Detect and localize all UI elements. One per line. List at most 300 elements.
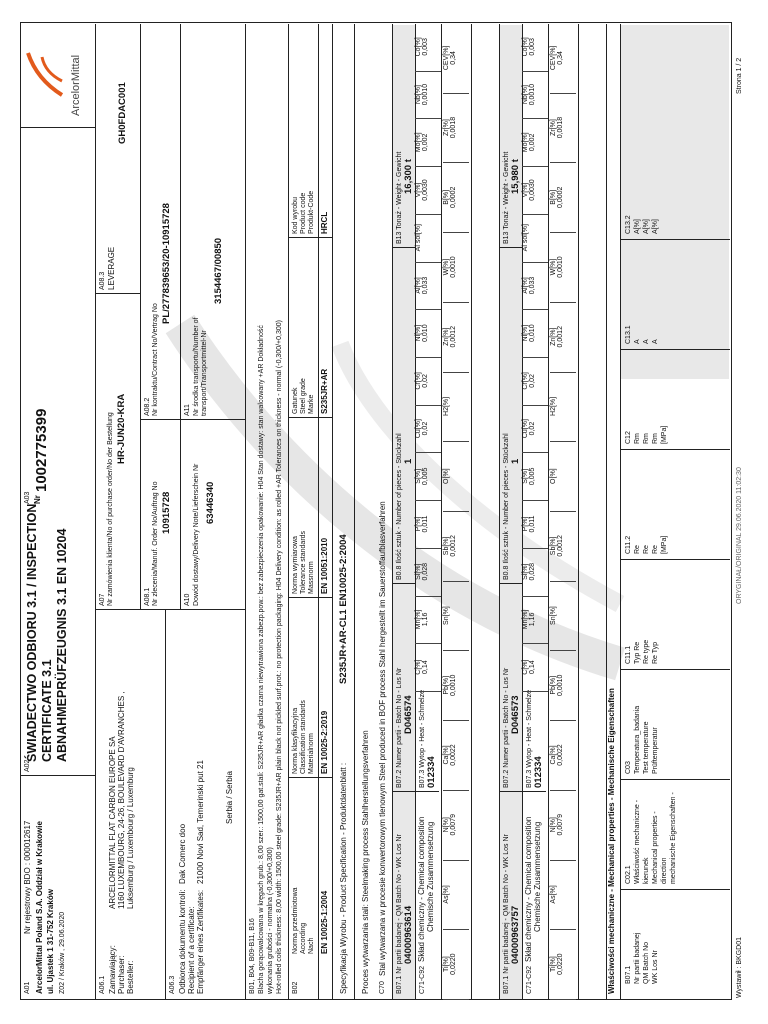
chem-value: 0,0010 xyxy=(450,256,458,278)
mech-b071-line: QM Batch No xyxy=(643,941,650,984)
chem-value: 0,028 xyxy=(422,562,430,581)
chem-cell xyxy=(550,302,576,373)
chem-value: 0,34 xyxy=(557,51,565,65)
mech-c03-line: Test temperature xyxy=(643,721,650,774)
chem-element: Co[%] xyxy=(522,37,529,57)
chem-element: Cu[%] xyxy=(415,419,422,439)
chem-element: Nb[%] xyxy=(522,85,529,105)
chem-cell xyxy=(415,71,441,120)
chem-element: Ti[%] xyxy=(550,956,557,972)
purchaser-address: 1160 LUXEMBOURG, 24-26, BOULEVARD D'AVRANCHES , xyxy=(117,691,126,909)
batch-no: D046573 xyxy=(510,695,521,734)
chem-element: Zr[%] xyxy=(550,119,557,136)
recipient-label-de: Empfänger eines Zertifikates: xyxy=(196,889,205,994)
chem-value: 0,0018 xyxy=(450,116,458,139)
a082-label: Nr kontraktu/Contract No/Vertrag No xyxy=(152,303,159,416)
chem-cell xyxy=(550,511,576,582)
purchaser-label-pl: Zamawiający: xyxy=(108,945,117,994)
std-header-5-en: Product code xyxy=(300,192,307,234)
qm-batch-no: 04000963614 xyxy=(403,905,414,964)
chem-cell xyxy=(522,166,548,215)
place-date: Z02 / Kraków , 29.06.2020 xyxy=(59,911,66,994)
chem-cell xyxy=(550,720,576,791)
chem-value: 0,02 xyxy=(529,374,537,388)
chem-element: S[%] xyxy=(522,468,529,484)
b02-code: B02 xyxy=(292,981,299,994)
chem-element: C[%] xyxy=(522,659,529,675)
chem-element: Ni[%] xyxy=(415,324,422,342)
chem-value: 0,0010 xyxy=(450,674,458,697)
chem-cell xyxy=(550,650,576,721)
a063-code: A06.3 xyxy=(169,975,176,994)
chem-value: 0,14 xyxy=(422,660,430,674)
purchaser-label-de: Besteller: xyxy=(126,960,135,994)
chem-value: 0,028 xyxy=(529,562,537,581)
chem-cell xyxy=(443,93,469,164)
chem-cell xyxy=(415,118,441,167)
mech-c12-line: C12 xyxy=(625,431,632,444)
chem-cell xyxy=(522,357,548,406)
mech-c111-line: C11.1 xyxy=(625,645,632,664)
std-value-5: HRCL xyxy=(320,211,329,234)
chem-cell xyxy=(415,405,441,454)
chem-element: Cu[%] xyxy=(522,419,529,439)
chem-element: Al sol[%] xyxy=(522,224,529,252)
chem-element: H2[%] xyxy=(443,396,450,416)
std-value-4: S235JR+AR xyxy=(320,368,329,414)
chem-value: 0,0010 xyxy=(557,674,565,697)
chem-element: Cr[%] xyxy=(522,372,529,390)
chem-value: 0,02 xyxy=(529,421,537,436)
std-header-4-en: Steel grade xyxy=(300,378,307,414)
mech-c132-line: A[%] xyxy=(652,219,659,234)
std-header-3-pl: Norma wymiarowa xyxy=(292,536,299,594)
a11-label-2: transport/Transportmittel-Nr xyxy=(201,330,208,416)
mech-c112-line: Re xyxy=(643,545,650,554)
mech-c12-line: Rm xyxy=(643,433,650,444)
leverage-value: GH0FDAC001 xyxy=(117,82,128,144)
a081-label: Nr zlecenia/Manuf. Order No/Auftrag No xyxy=(152,481,159,606)
chem-cell xyxy=(550,581,576,652)
chem-value: 0,02 xyxy=(422,421,430,436)
mech-c111-line: Re type xyxy=(643,639,650,664)
batch-no: D046574 xyxy=(403,695,414,734)
chem-cell xyxy=(415,262,441,311)
std-header-4-de: Marke xyxy=(308,394,315,414)
page-number: Strona 1 / 2 xyxy=(736,57,743,94)
chem-element: Al[%] xyxy=(522,277,529,294)
process-line-2: Stal wytwarzana w procesie konwertorowym tlenowym Steel produced in BOF process Stahl hergestellt im Sauerstoffaufblasverfahren xyxy=(378,501,387,976)
chem-element: W[%] xyxy=(550,258,557,276)
recipient-country: Serbia / Serbia xyxy=(225,771,234,824)
qm-batch-no: 04000963757 xyxy=(510,905,521,964)
qm-batch-label: B07.1 Nr partii badanej - QM Batch No - WK Los Nr xyxy=(396,834,403,994)
chem-value: 0,002 xyxy=(529,133,537,152)
weight-label: B13 Tonaż - Weight - Gewicht xyxy=(396,151,403,244)
mech-c021-line: kierunek xyxy=(643,857,650,884)
chem-label-1: Skład chemiczny - Chemical composition xyxy=(524,816,533,962)
chem-element: S[%] xyxy=(415,468,422,484)
recipient-label-en: Recipient of a certificate: xyxy=(187,906,196,994)
recipient-address: 21000 Novi Sad, Temerinski put 21 xyxy=(196,760,205,884)
chem-cell xyxy=(443,232,469,303)
a11-code: A11 xyxy=(184,404,191,416)
chem-cell xyxy=(522,405,548,454)
chem-value: 0,033 xyxy=(529,276,537,295)
heat-label: B07.3 Wytop - Heat - Schmelze xyxy=(419,690,426,788)
contract-no: PL/277839653/20-10915728 xyxy=(161,203,172,324)
chem-cell xyxy=(550,93,576,164)
chem-element: CEV[%] xyxy=(550,45,557,71)
mech-c132-line: A[%] xyxy=(634,219,641,234)
chem-value: 0,002 xyxy=(422,133,430,152)
chem-value: 0,0012 xyxy=(557,326,565,348)
chem-cell xyxy=(443,511,469,582)
issued-by: Wystawił : BKGD01 xyxy=(736,936,743,998)
spec-value: S235JR+AR-CL1 EN10025-2:2004 xyxy=(338,534,349,684)
std-header-5-de: Produkt-Code xyxy=(308,190,315,234)
chem-value: 0,0012 xyxy=(557,535,565,557)
chem-element: Pb[%] xyxy=(443,675,450,695)
chem-value: 0,0012 xyxy=(450,326,458,348)
chem-value: 0,0030 xyxy=(529,179,537,201)
original-stamp: ORYGINAŁ/ORIGINAL 29.06.2020 11:02:30 xyxy=(736,467,743,604)
mech-b071-line: Nr partii badanej xyxy=(634,932,641,984)
chem-element: O[%] xyxy=(443,468,450,484)
description-line-2: wykonania grubości - normalna (-0,300/+0,300) xyxy=(267,847,274,994)
chem-element: N[%] xyxy=(550,817,557,833)
chem-value: 0,0030 xyxy=(422,179,430,201)
nr-label: Nr xyxy=(33,495,42,504)
chem-cell xyxy=(415,452,441,501)
a10-code: A10 xyxy=(184,593,191,606)
chem-cell xyxy=(522,214,548,263)
std-header-2-pl: Norma klasyfikacyjna xyxy=(292,707,299,774)
chem-element: B[%] xyxy=(443,189,450,205)
company-name: ArcelorMittal Poland S.A. Oddział w Krakowie xyxy=(35,821,44,994)
pieces-label: B0.8 Ilość sztuk - Number of pieces - Stückzahl xyxy=(503,433,510,580)
chem-cell xyxy=(443,860,469,931)
chem-value: 0,005 xyxy=(529,467,537,486)
chem-element: Ca[%] xyxy=(443,745,450,765)
std-header-3-de: Massnorm xyxy=(308,561,315,594)
mech-c132-line: C13.2 xyxy=(625,215,632,234)
company-address: ul. Ujastek 1 31-752 Kraków xyxy=(46,889,55,994)
std-header-1-pl: Norma przedmiotowa xyxy=(292,887,299,954)
pieces-count: 1 xyxy=(510,458,521,464)
chem-cell xyxy=(443,162,469,233)
chem-value: 0,34 xyxy=(450,51,458,65)
leverage-label: LEVERAGE xyxy=(107,246,116,290)
chem-cell xyxy=(443,23,469,94)
chem-cell xyxy=(443,441,469,512)
chem-element: As[%] xyxy=(443,885,450,904)
a10-label: Dowód dostawy/Delivery Note/Lieferschein Nr xyxy=(193,463,200,606)
std-header-2-de: Materialnorm xyxy=(308,733,315,774)
std-header-3-en: Tolerance standards xyxy=(300,530,307,594)
spec-label: Specyfikacja Wyrobu - Product Specification - Produktdatenblatt : xyxy=(339,762,348,994)
chem-cell xyxy=(550,929,576,1000)
chem-cell xyxy=(443,790,469,861)
chem-cell xyxy=(550,162,576,233)
chem-value: 0,0018 xyxy=(557,116,565,139)
chem-label-2: Chemische Zusammensetzung xyxy=(533,821,542,932)
recipient-label-pl: Odbiorca dokumentu kontroli: xyxy=(178,889,187,994)
mech-c03-line: Prüftemperatur xyxy=(652,727,659,774)
chem-element: P[%] xyxy=(522,516,529,532)
purchaser-name: ARCELORMITTAL FLAT CARBON EUROPE SA xyxy=(108,736,117,909)
chem-cell xyxy=(443,581,469,652)
chem-element: Al[%] xyxy=(415,277,422,294)
manuf-order-no: 10915728 xyxy=(161,491,172,534)
weight-label: B13 Tonaż - Weight - Gewicht xyxy=(503,151,510,244)
certificate-number: 1002775399 xyxy=(33,408,50,492)
heat-no: 012334 xyxy=(426,756,437,788)
chem-element: O[%] xyxy=(550,468,557,484)
title-line-2: CERTIFICATE 3.1 xyxy=(40,659,54,762)
chem-cell xyxy=(415,643,441,692)
chem-label-1: Skład chemiczny - Chemical composition xyxy=(417,816,426,962)
chem-element: V[%] xyxy=(522,182,529,198)
mech-c131-line: A xyxy=(652,339,659,344)
chem-value: 0,0010 xyxy=(557,256,565,278)
a061-code: A06.1 xyxy=(99,975,106,994)
a02-code: A02 xyxy=(24,759,31,772)
std-header-1-en: According xyxy=(300,922,307,954)
chem-element: Sn[%] xyxy=(443,606,450,625)
chem-cell xyxy=(550,790,576,861)
chem-element: Mo[%] xyxy=(522,132,529,153)
mech-c112-line: Re xyxy=(634,545,641,554)
weight-value: 15,980 t xyxy=(510,159,521,194)
chem-element: Ca[%] xyxy=(550,745,557,765)
chem-element: Zr[%] xyxy=(443,119,450,136)
chem-element: V[%] xyxy=(415,182,422,198)
chem-element: Co[%] xyxy=(415,37,422,57)
chem-element: Al sol[%] xyxy=(415,224,422,252)
recipient-name: Dak Comerc doo xyxy=(178,823,187,884)
chem-value: 0,0079 xyxy=(450,814,458,836)
purchase-order-no: HR-JUN20-KRA xyxy=(116,393,127,464)
chem-element: Si[%] xyxy=(415,563,422,580)
chem-cell xyxy=(415,500,441,549)
mech-b071-line: WK Los Nr xyxy=(652,950,659,984)
a081-code: A08.1 xyxy=(144,587,151,606)
pieces-count: 1 xyxy=(403,458,414,464)
chem-element: Sb[%] xyxy=(443,536,450,556)
std-value-1: EN 10025-1:2004 xyxy=(320,890,329,954)
qm-batch-label: B07.1 Nr partii badanej - QM Batch No - WK Los Nr xyxy=(503,834,510,994)
chem-value: 0,011 xyxy=(529,515,537,533)
description-line-1: Blacha gorącowalcowana w kręgach grub.: 8,00 szer.: 1500,00 gat.stali: S235JR+AR gładka czarna niewytrawiona zabezp.pow.: bez zabezpieczenia opakowanie: H04 Stan dostawy: stan walcowany +AR Dokładność xyxy=(258,325,265,994)
mech-c021-line: C02.1 xyxy=(625,865,632,884)
chem-value: 0,0079 xyxy=(557,814,565,836)
a03-code: A03 xyxy=(24,491,31,504)
mech-c021-line: Właściwość mechaniczne - xyxy=(634,799,641,884)
chem-element: Mo[%] xyxy=(415,132,422,153)
chem-element: H2[%] xyxy=(550,396,557,416)
chem-label-2: Chemische Zusammensetzung xyxy=(426,821,435,932)
chem-cell xyxy=(415,548,441,597)
chem-value: 0,005 xyxy=(422,467,430,486)
chem-element: Sn[%] xyxy=(550,606,557,625)
brand-name: ArcelorMittal xyxy=(70,54,82,116)
chem-element: Si[%] xyxy=(522,563,529,580)
chem-element: W[%] xyxy=(443,258,450,276)
chem-code: C71-C92 xyxy=(526,965,533,994)
title-line-1: ŚWIADECTWO ODBIORU 3.1 / INSPECTION xyxy=(25,503,39,762)
purchaser-label-en: Purchaser: xyxy=(117,955,126,994)
std-value-2: EN 10025-2:2019 xyxy=(320,710,329,774)
chem-element: Zn[%] xyxy=(443,327,450,346)
chem-cell xyxy=(550,23,576,94)
weight-value: 16,300 t xyxy=(403,159,414,194)
chem-value: 0,0010 xyxy=(422,83,430,106)
chem-value: 0,0022 xyxy=(450,744,458,766)
chem-cell xyxy=(550,860,576,931)
chem-element: Ni[%] xyxy=(522,324,529,342)
chem-cell xyxy=(415,166,441,215)
batch-label: B07.2 Numer partii - Batch No - Los Nr xyxy=(396,667,403,788)
a07-code: A07 xyxy=(99,593,106,606)
chem-element: Cr[%] xyxy=(415,372,422,390)
chem-cell xyxy=(443,929,469,1000)
chem-cell xyxy=(443,720,469,791)
process-line-1: Proces wytwarzania stali: Steelmaking process Stahlherstellungsverfahren xyxy=(361,730,370,994)
title-line-3: ABNAHMEPRÜFZEUGNIS 3.1 EN 10204 xyxy=(55,528,69,762)
chem-cell xyxy=(550,232,576,303)
chem-value: 0,0220 xyxy=(557,953,565,975)
batch-label: B07.2 Numer partii - Batch No - Los Nr xyxy=(503,667,510,788)
chem-cell xyxy=(522,548,548,597)
chem-element: C[%] xyxy=(415,659,422,675)
mech-c03-line: Temperatura_badania xyxy=(634,705,641,774)
chem-cell xyxy=(415,23,441,72)
chem-element: Zn[%] xyxy=(550,327,557,346)
mech-b071-line: B07.1 xyxy=(625,965,632,984)
bdo-registry: Nr rejestrowy BDO : 000012617 xyxy=(23,820,32,934)
chem-cell xyxy=(522,309,548,358)
chem-element: Pb[%] xyxy=(550,675,557,695)
a083-code: A08.3 xyxy=(99,271,106,290)
chem-element: B[%] xyxy=(550,189,557,205)
chem-cell xyxy=(522,452,548,501)
chem-value: 0,0220 xyxy=(450,953,458,975)
chem-element: Ti[%] xyxy=(443,956,450,972)
chem-element: P[%] xyxy=(415,516,422,532)
chem-value: 0,010 xyxy=(529,324,537,342)
chem-cell xyxy=(522,23,548,72)
mech-c021-line: direction xyxy=(661,857,668,884)
heat-label: B07.3 Wytop - Heat - Schmelze xyxy=(526,690,533,788)
chem-cell xyxy=(415,357,441,406)
std-header-1-de: Nach xyxy=(308,937,315,954)
mech-c021-line: mechanische Eigenschaften - xyxy=(670,792,677,884)
mech-c131-line: C13.1 xyxy=(625,325,632,344)
chem-cell xyxy=(550,441,576,512)
chem-code: C71-C92 xyxy=(419,965,426,994)
heat-no: 012334 xyxy=(533,756,544,788)
chem-value: 1,16 xyxy=(422,612,430,627)
std-value-3: EN 10051:2010 xyxy=(320,537,329,594)
brand-logo-icon xyxy=(26,49,66,99)
chem-element: CEV[%] xyxy=(443,45,450,71)
mech-c12-line: [MPa] xyxy=(661,425,668,444)
chem-cell xyxy=(415,214,441,263)
mech-c111-line: Typ Re xyxy=(634,641,641,664)
chem-value: 0,14 xyxy=(529,660,537,674)
chem-value: 0,02 xyxy=(422,374,430,388)
mech-c03-line: C03 xyxy=(625,761,632,774)
a082-code: A08.2 xyxy=(144,397,151,416)
chem-element: Mn[%] xyxy=(415,609,422,630)
std-header-5-pl: Kod wyrobu xyxy=(292,197,299,234)
mech-c132-line: A[%] xyxy=(643,219,650,234)
b01-code: B01, B04, B09-B11, B16 xyxy=(249,918,256,994)
chem-cell xyxy=(522,596,548,645)
chem-cell xyxy=(443,372,469,443)
mech-c112-line: [MPa] xyxy=(661,535,668,554)
mech-c12-line: Rm xyxy=(634,433,641,444)
chem-cell xyxy=(522,71,548,120)
chem-value: 0,010 xyxy=(422,324,430,342)
chem-element: Nb[%] xyxy=(415,85,422,105)
purchaser-country: Luksemburg / Luxembourg / Luxemburg xyxy=(126,767,135,909)
chem-value: 0,033 xyxy=(422,276,430,295)
mech-c112-line: C11.2 xyxy=(625,535,632,554)
chem-cell xyxy=(443,650,469,721)
chem-cell xyxy=(522,643,548,692)
mech-c131-line: A xyxy=(634,339,641,344)
chem-value: 1,16 xyxy=(529,612,537,627)
chem-value: 0,003 xyxy=(529,38,537,56)
chem-cell xyxy=(415,309,441,358)
chem-value: 0,0022 xyxy=(557,744,565,766)
std-header-4-pl: Gatunek xyxy=(292,387,299,414)
chem-cell xyxy=(522,500,548,549)
mech-c021-line: Mechanical properties - xyxy=(652,811,659,884)
chem-value: 0,0002 xyxy=(557,186,565,209)
mech-c12-line: Rm xyxy=(652,433,659,444)
chem-value: 0,0012 xyxy=(450,535,458,557)
chem-cell xyxy=(550,372,576,443)
a07-label: Nr zamówienia klienta/No of purchase order/No der Bestellung xyxy=(107,412,114,606)
chem-value: 0,003 xyxy=(422,38,430,56)
chem-element: N[%] xyxy=(443,817,450,833)
c70-code: C70 xyxy=(379,981,386,994)
chem-cell xyxy=(443,302,469,373)
pieces-label: B0.8 Ilość sztuk - Number of pieces - Stückzahl xyxy=(396,433,403,580)
a11-label-1: Nr środka transportu/Number of xyxy=(193,317,200,416)
chem-value: 0,0010 xyxy=(529,83,537,106)
mech-title: Właściwości mechaniczne - Mechanical properties - Mechanische Eigenschaften xyxy=(607,688,616,994)
std-header-2-en: Classification standards xyxy=(300,700,307,774)
chem-cell xyxy=(522,262,548,311)
chem-element: As[%] xyxy=(550,885,557,904)
transport-no: 3154467/00850 xyxy=(213,237,224,304)
chem-value: 0,011 xyxy=(422,515,430,533)
mech-c112-line: Re xyxy=(652,545,659,554)
chem-element: Mn[%] xyxy=(522,609,529,630)
a01-code: A01 xyxy=(24,981,31,994)
chem-value: 0,0002 xyxy=(450,186,458,209)
delivery-note-no: 63446340 xyxy=(205,481,216,524)
chem-cell xyxy=(522,118,548,167)
mech-c111-line: Re Typ xyxy=(652,641,659,664)
chem-element: Sb[%] xyxy=(550,536,557,556)
chem-cell xyxy=(415,596,441,645)
mech-c131-line: A xyxy=(643,339,650,344)
